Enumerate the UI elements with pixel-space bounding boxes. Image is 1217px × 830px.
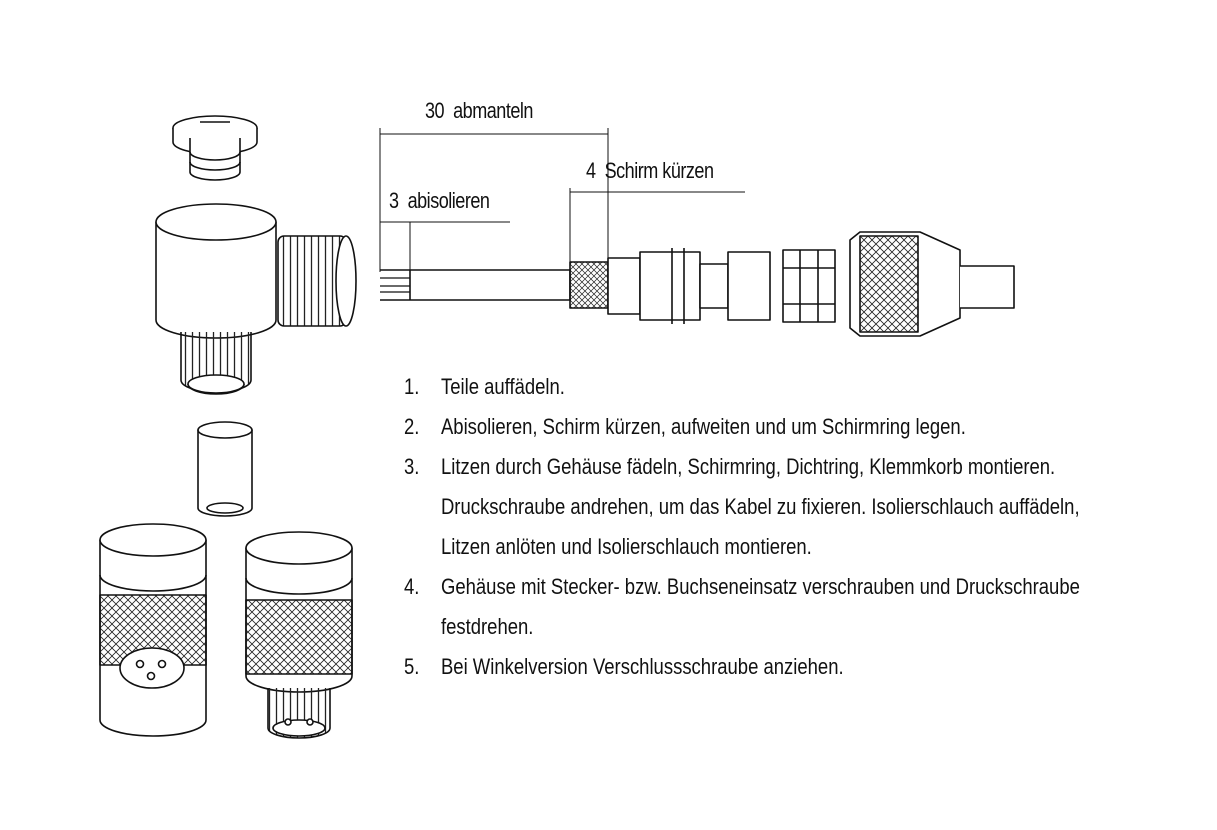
step-text: Bei Winkelversion Verschlussschraube anziehen. [440,654,844,679]
dim-3-value: 3 [389,188,399,213]
instruction-step-3 [404,447,1160,567]
step-number: 4. [404,574,420,599]
dim-4-label [586,160,713,182]
instruction-step-2 [404,407,1160,447]
closing-screw [173,116,257,180]
instruction-list [404,367,1164,687]
dim-30-text: abmanteln [453,98,533,123]
instruction-step-5 [404,647,1160,687]
dim-4-text: Schirm kürzen [604,158,714,183]
step-text: Abisolieren, Schirm kürzen, aufweiten und um Schirmring legen. [440,414,966,439]
step-text: Litzen durch Gehäuse fädeln, Schirmring, Dichtring, Klemmkorb montieren. Druckschraube andrehen, um das Kabel zu fixieren. Isolierschlauch auffädeln, Litzen anlöten und Isolierschlauch montieren. [440,454,1080,559]
dim-30-label [425,100,533,122]
instruction-step-1 [404,367,1160,407]
insulating-sleeve [198,422,252,516]
dim-3-text: abisolieren [407,188,490,213]
step-number: 5. [404,654,420,679]
step-number: 1. [404,374,420,399]
dim-4-value: 4 [586,158,596,183]
step-number: 3. [404,454,420,479]
prepared-cable [380,232,1014,336]
male-insert [246,532,352,738]
step-number: 2. [404,414,420,439]
step-text: Gehäuse mit Stecker- bzw. Buchseneinsatz verschrauben und Druckschraube festdrehen. [440,574,1080,639]
dim-30-value: 30 [425,98,445,123]
instruction-step-4 [404,567,1160,647]
female-insert [100,524,206,736]
dim-3-label [389,190,489,212]
step-text: Teile auffädeln. [440,374,565,399]
angled-housing [156,204,356,394]
